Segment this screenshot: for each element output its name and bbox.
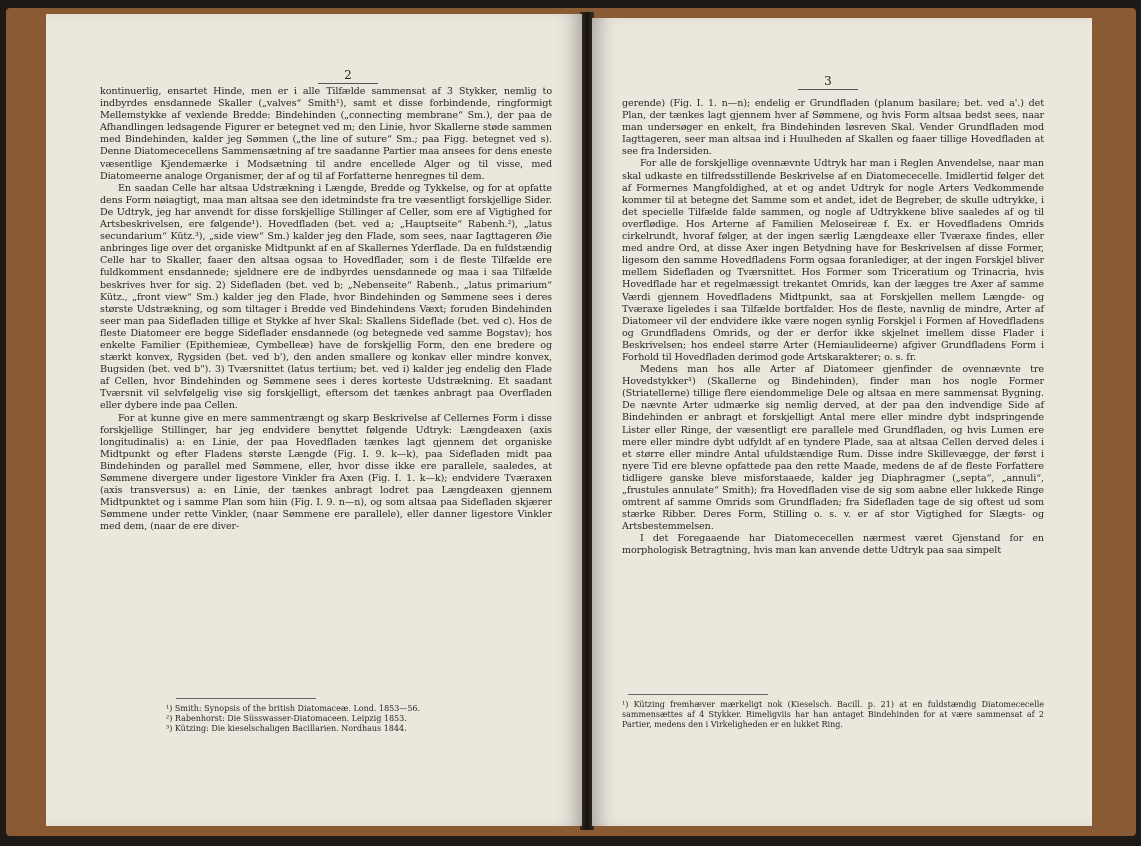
left-footnote-2: ²) Rabenhorst: Die Süsswasser-Diatomaceen. Leipzig 1853. [166, 714, 407, 723]
left-paragraph-3: For at kunne give en mere sammentrængt og skarp Beskrivelse af Cellernes Form i disse forskjellige Stillinger, har jeg endvidere benyttet følgende Udtryk: Længdeaxen (axis longitudinalis) a: en Linie, der paa Hovedfladen tænkes lagt gjennem det organiske Midtpunkt og efter Fladens største Længde (Fig. I. 9. k—k), paa Sidefladen midt paa Bindehinden og parallel med Sømmene, eller, hvor disse ikke ere parallele, saaledes, at Sømmene divergere under ligestore Vinkler fra Axen (Fig. I. 1. k—k); endvidere Tværaxen (axis transversus) a: en Linie, der tænkes anbragt lodret paa Længdeaxen gjennem Midtpunktet og i samme Plan som hiin (Fig. I. 9. n—n), og som altsaa paa Sidefladen skjærer Sømmene under rette Vinkler, (naar Sømmene ere parallele), eller danner ligestore Vinkler med dem, (naar de ere diver- [100, 412, 552, 533]
right-footnotes [622, 700, 1044, 730]
page-number-right: 3 [798, 74, 858, 90]
right-paragraph-1: gerende) (Fig. I. 1. n—n); endelig er Grundfladen (planum basilare; bet. ved a'.) det Plan, der tænkes lagt gjennem hver af Sømmene, og hvis Form altsaa bedst sees, naar man undersøger en enkelt, fra Bindehinden løsreven Skal. Vender Grundfladen mod Iagttageren, seer man altsaa ind i Huulheden af Skallen og faaer tillige Hovedfladen at see fra Indersiden. [622, 98, 1044, 158]
left-page-body [100, 86, 552, 533]
left-footnote-3: ³) Kützing: Die kieselschaligen Bacillarien. Nordhaus 1844. [166, 724, 407, 733]
page-number-left: 2 [318, 68, 378, 84]
right-paragraph-4: I det Foregaaende har Diatomececellen nærmest været Gjenstand for en morphologisk Betragtning, hvis man kan anvende dette Udtryk paa saa simpelt [622, 533, 1044, 557]
left-paragraph-1: kontinuerlig, ensartet Hinde, men er i alle Tilfælde sammensat af 3 Stykker, nemlig to indbyrdes ensdannede Skaller („valves“ Smith¹), samt et disse forbindende, ringformigt Mellemstykke af vexlende Bredde: Bindehinden („connecting membrane“ Sm.), der paa de Afhandlingen ledsagende Figurer er betegnet ved m; den Linie, hvor Skallerne støde sammen med Bindehinden, kalder jeg Sømmen („the line of suture“ Sm.; paa Figg. betegnet ved s). Denne Diatomececellens Sammensætning af tre saadanne Partier maa ansees for dens eneste væsentlige Kjendemærke i Modsætning til andre encellede Alger og til visse, med Diatomeerne analoge Organismer, der af og til af Forfatterne henregnes til dem. [100, 86, 552, 182]
footnote-rule-left [176, 698, 316, 699]
left-paragraph-2: En saadan Celle har altsaa Udstrækning i Længde, Bredde og Tykkelse, og for at opfatte dens Form nøiagtigt, maa man altsaa see den idetmindste fra tre væsentligt forskjellige Sider. De Udtryk, jeg har anvendt for disse forskjellige Stillinger af Celler, som ere af Vigtighed for Artsbeskrivelsen, ere følgende¹). Hovedfladen (bet. ved a; „Hauptseite“ Rabenh.²), „latus secundarium“ Kütz.³), „side view“ Sm.) kalder jeg den Flade, som sees, naar Iagttageren Øie anbringes lige over det organiske Midtpunkt af en af Skallernes Yderflade. Da en fuldstændig Celle har to Skaller, faaer den altsaa ogsaa to Hovedflader, som i de fleste Tilfælde ere fuldkomment ensdannede; sjeldnere ere de indbyrdes uensdannede og maa i saa Tilfælde beskrives hver for sig. 2) Sidefladen (bet. ved b; „Nebenseite“ Rabenh., „latus primarium“ Kütz., „front view“ Sm.) kalder jeg den Flade, hvor Bindehinden og Sømmene sees i deres største Udstrækning, og som tiltager i Bredde ved Bindehindens Væxt; foruden Bindehinden seer man paa Sidefladen tillige et Stykke af hver Skal: Skallens Sideflade (bet. ved c). Hos de fleste Diatomeer ere begge Sideflader ensdannede (og betegnede ved samme Bogstav); hos enkelte Familier (Epithemieæ, Cymbelleæ) have de forskjellig Form, den ene bredere og stærkt konvex, Rygsiden (bet. ved b'), den anden smallere og konkav eller mindre konvex, Bugsiden (bet. ved b"). 3) Tværsnittet (latus tertium; bet. ved i) kalder jeg endelig den Flade af Cellen, hvor Bindehinden og Sømmene sees i deres korteste Udstrækning. Et saadant Tværsnit vil selvfølgelig vise sig forskjelligt, eftersom det tænkes anbragt paa Overfladen eller dybere inde paa Cellen. [100, 182, 552, 412]
right-paragraph-3: Medens man hos alle Arter af Diatomeer gjenfinder de ovennævnte tre Hovedstykker¹) (Skallerne og Bindehinden), finder man hos nogle Former (Striatellerne) tillige flere eiendommelige Dele og altsaa en mere sammensat Bygning. De nævnte Arter udmærke sig nemlig derved, at der paa den indvendige Side af Bindehinden er anbragt et forskjelligt Antal mere eller mindre dybt indspringende Lister eller Ringe, der væsentligt ere parallele med Grundfladen, og hvis Lumen ere mere eller mindre dybt udfyldt af en tyndere Plade, saa at altsaa Cellen derved deles i et større eller mindre Antal ufuldstændige Rum. Disse indre Skillevægge, der først i nyere Tid ere blevne opfattede paa den rette Maade, medens de af de fleste Forfattere tidligere ganske bleve misforstaaede, kalder jeg Diaphragmer („septa“, „annuli“, „frustules annulate“ Smith); fra Hovedfladen vise de sig som aabne eller lukkede Ringe omtrent af samme Omrids som Grundfladen; fra Sidefladen tage de sig oftest ud som stærke Ribber. Deres Form, Stilling o. s. v. er af stor Vigtighed for Slægts- og Artsbestemmelsen. [622, 364, 1044, 533]
left-footnotes [166, 704, 546, 734]
right-footnote-1: ¹) Kützing fremhæver mærkeligt nok (Kieselsch. Bacill. p. 21) at en fuldstændig Diatomececelle sammensættes af 4 Stykker. Rimeligviis har han antaget Bindehinden for at være sammensat af 2 Partier, medens den i Virkeligheden er en lukket Ring. [622, 700, 1044, 729]
right-page-body [622, 98, 1044, 558]
left-page [46, 14, 582, 826]
right-paragraph-2: For alle de forskjellige ovennævnte Udtryk har man i Reglen Anvendelse, naar man skal udkaste en tilfredsstillende Beskrivelse af en Diatomececelle. Imidlertid følger det af Formernes Mangfoldighed, at et og andet Udtryk for nogle Arters Vedkommende kommer til at betegne det Samme som et andet, idet de Begreber, de skulle udtrykke, i det specielle Tilfælde falde sammen, og nogle af Udtrykkene blive saaledes af og til overflødige. Hos Arterne af Familien Meloseireæ f. Ex. er Hovedfladens Omrids cirkelrundt, hvoraf følger, at der ingen særlig Længdeaxe eller Tværaxe findes, eller med andre Ord, at disse Axer ingen Betydning have for Beskrivelsen af disse Former, ligesom den samme Hovedfladens Form ogsaa foranlediger, at der ingen Forskjel bliver mellem Sidefladen og Tværsnittet. Hos Former som Triceratium og Trinacria, hvis Hovedflade har et regelmæssigt trekantet Omrids, kan der lægges tre Axer af samme Værdi gjennem Hovedfladens Midtpunkt, saa at Forskjellen mellem Længde- og Tværaxe ligeledes i saa Tilfælde bortfalder. Hos de fleste, navnlig de mindre, Arter af Diatomeer vil der endvidere ikke være nogen synlig Forskjel i Formen af Hovedfladens og Grundfladens Omrids, og der er derfor ikke skjelnet imellem disse Flader i Beskrivelsen; hos endeel større Arter (Hemiaulideerne) afgiver Grundfladens Form i Forhold til Hovedfladen derimod gode Artskarakterer; o. s. fr. [622, 158, 1044, 363]
right-page [592, 18, 1092, 826]
left-footnote-1: ¹) Smith: Synopsis of the british Diatomaceæ. Lond. 1853—56. [166, 704, 421, 713]
footnote-rule-right [628, 694, 768, 695]
